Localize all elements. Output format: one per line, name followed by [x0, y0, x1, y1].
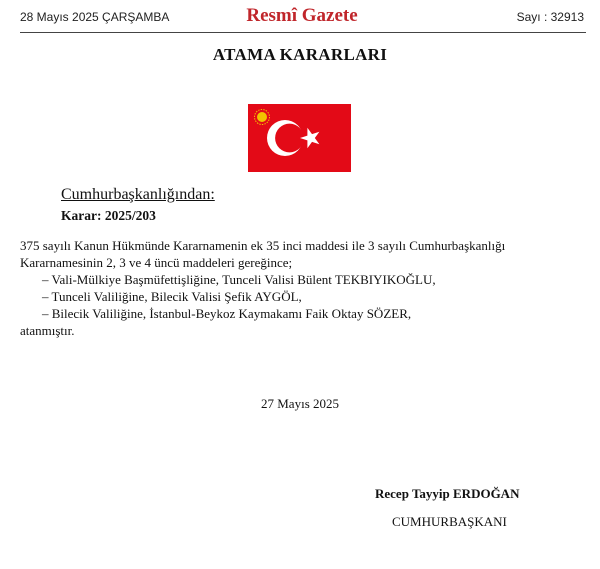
signer-title: CUMHURBAŞKANI: [392, 514, 507, 529]
decision-number: Karar: 2025/203: [61, 208, 156, 223]
signature-date: 27 Mayıs 2025: [261, 396, 339, 411]
turkish-flag-icon: [248, 104, 351, 172]
decision-body: [20, 237, 588, 339]
issue-number: Sayı : 32913: [516, 10, 584, 24]
appointment-item-2: – Tunceli Valiliğine, Bilecik Valisi Şefik AYGÖL,: [42, 289, 302, 304]
gazette-header: [20, 5, 584, 29]
intro-paragraph: 375 sayılı Kanun Hükmünde Kararnamenin ek 35 inci maddesi ile 3 sayılı Cumhurbaşkanlığı Kararnamesinin 2, 3 ve 4 üncü maddeleri gereğince;: [20, 238, 506, 270]
issuer-heading: Cumhurbaşkanlığından:: [61, 186, 215, 203]
appointment-item-1: – Vali-Mülkiye Başmüfettişliğine, Tunceli Valisi Bülent TEKBIYIKOĞLU,: [42, 272, 436, 287]
appointment-item-3: – Bilecik Valiliğine, İstanbul-Beykoz Kaymakamı Faik Oktay SÖZER,: [42, 306, 412, 321]
document-title: ATAMA KARARLARI: [212, 45, 388, 64]
signer-name: Recep Tayyip ERDOĞAN: [375, 486, 520, 501]
header-divider: [20, 32, 586, 33]
closing-text: atanmıştır.: [20, 323, 75, 338]
issue-date: 28 Mayıs 2025 ÇARŞAMBA: [20, 10, 170, 24]
gazette-title: Resmî Gazete: [246, 5, 358, 26]
